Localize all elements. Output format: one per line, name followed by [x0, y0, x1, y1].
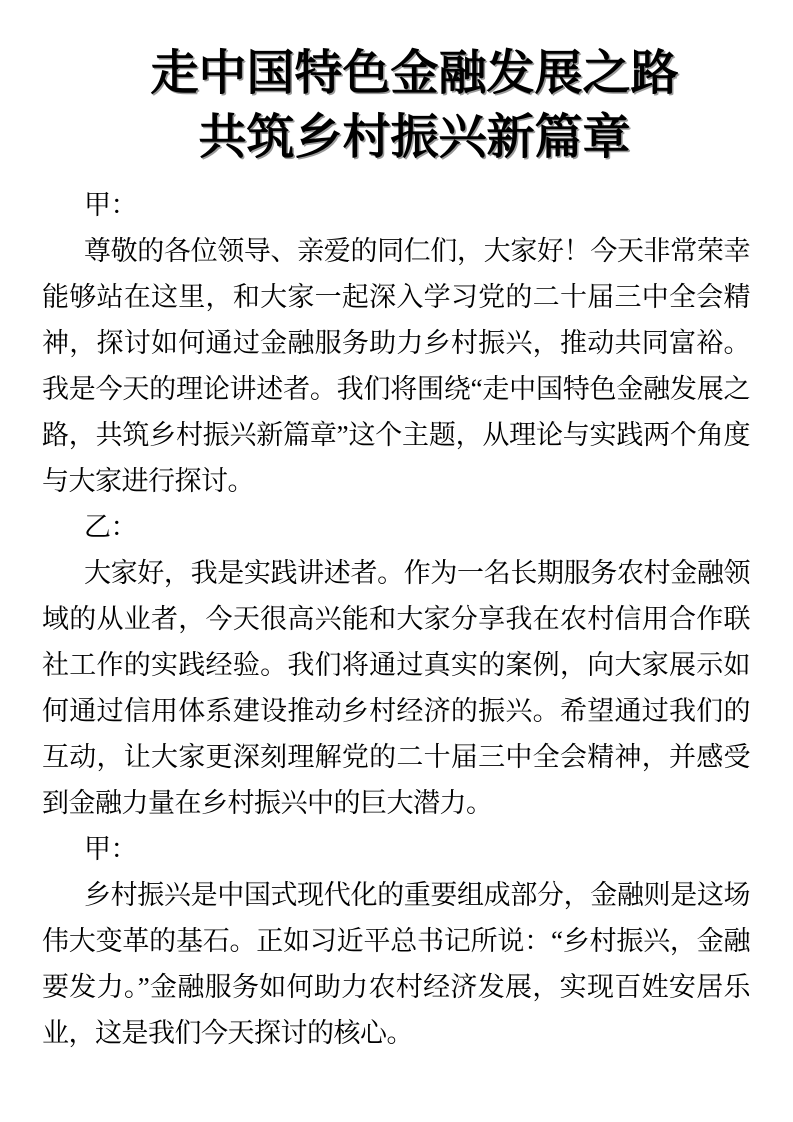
- document-title-line-1: 走中国特色金融发展之路: [150, 47, 679, 100]
- speaker-label-jia-2: 甲：: [84, 834, 137, 864]
- speaker-label-jia-1: 甲：: [84, 190, 137, 220]
- document-body: [0, 182, 793, 1056]
- paragraph-jia-2: 乡村振兴是中国式现代化的重要组成部分，金融则是这场伟大变革的基石。正如习近平总书记所说：“乡村振兴，金融要发力。”金融服务如何助力农村经济发展，实现百姓安居乐业，这是我们今天探讨的核心。: [42, 880, 750, 1048]
- document-title-line-2: 共筑乡村振兴新篇章: [198, 111, 631, 164]
- paragraph-yi: 大家好，我是实践讲述者。作为一名长期服务农村金融领域的从业者，今天很高兴能和大家分享我在农村信用合作联社工作的实践经验。我们将通过真实的案例，向大家展示如何通过信用体系建设推动乡村经济的振兴。希望通过我们的互动，让大家更深刻理解党的二十届三中全会精神，并感受到金融力量在乡村振兴中的巨大潜力。: [42, 558, 750, 818]
- paragraph-jia-1: 尊敬的各位领导、亲爱的同仁们，大家好！今天非常荣幸能够站在这里，和大家一起深入学习党的二十届三中全会精神，探讨如何通过金融服务助力乡村振兴，推动共同富裕。我是今天的理论讲述者。我们将围绕“走中国特色金融发展之路，共筑乡村振兴新篇章”这个主题，从理论与实践两个角度与大家进行探讨。: [42, 236, 750, 496]
- document-title: [0, 42, 793, 170]
- speaker-label-yi: 乙：: [84, 512, 137, 542]
